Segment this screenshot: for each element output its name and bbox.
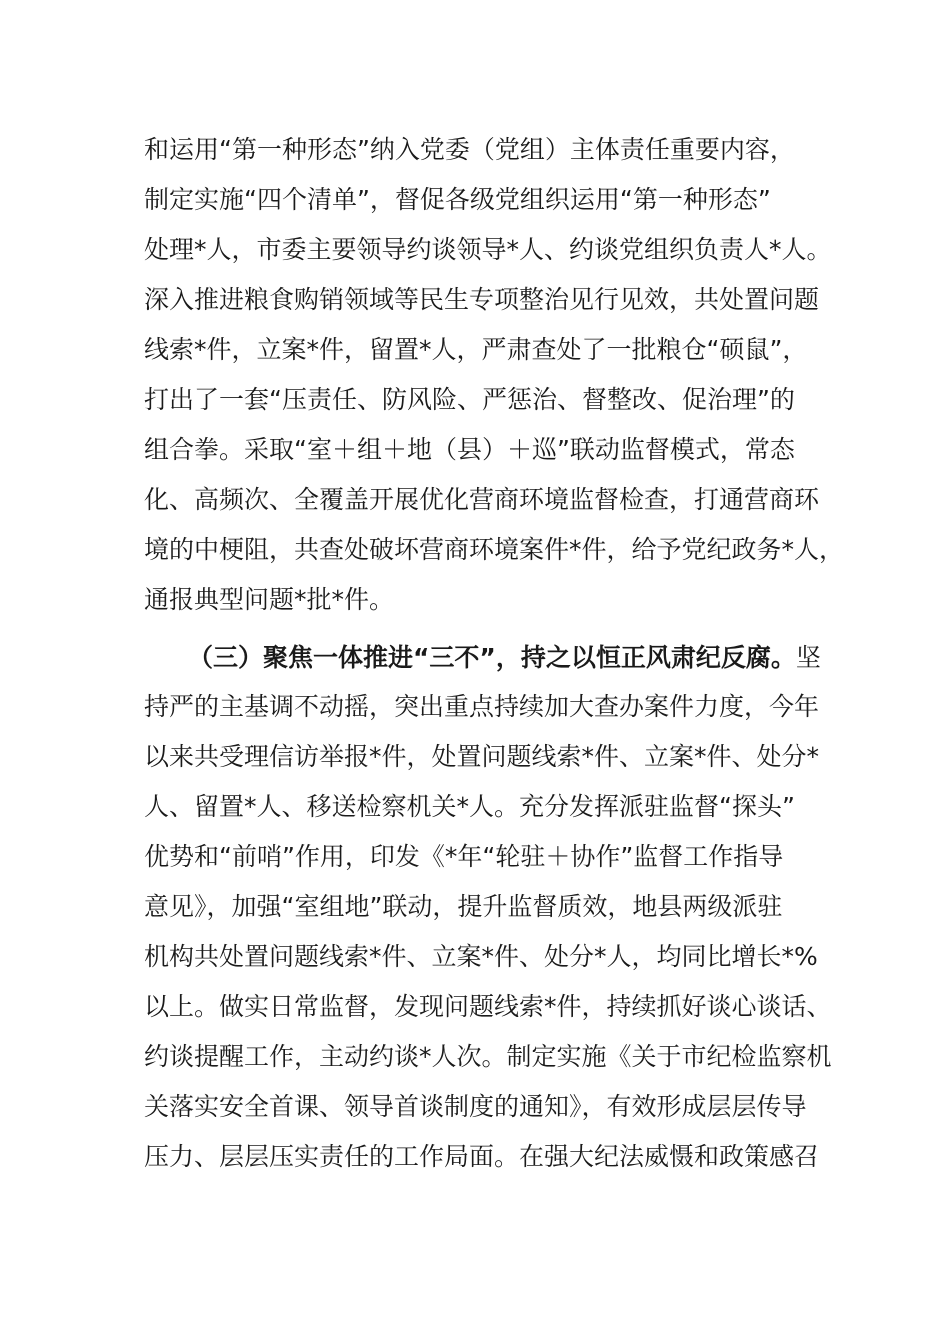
paragraph-line: 处理*人，市委主要领导约谈领导*人、约谈党组织负责人*人。 (144, 235, 832, 264)
paragraph-line: 线索*件，立案*件，留置*人，严肃查处了一批粮仓“硕鼠”， (144, 335, 808, 364)
paragraph-line: 打出了一套“压责任、防风险、严惩治、督整改、促治理”的 (144, 385, 795, 414)
paragraph-line: 约谈提醒工作，主动约谈*人次。制定实施《关于市纪检监察机 (144, 1042, 832, 1071)
paragraph-line: 深入推进粮食购销领域等民生专项整治见行见效，共处置问题 (144, 285, 820, 314)
paragraph-line: 压力、层层压实责任的工作局面。在强大纪法威慑和政策感召 (144, 1142, 820, 1171)
body-text (144, 0, 845, 1344)
section-heading: （三）聚焦一体推进“三不”，持之以恒正风肃纪反腐。 (188, 643, 796, 672)
paragraph-line: 持严的主基调不动摇，突出重点持续加大查办案件力度，今年 (144, 692, 820, 721)
paragraph-line: 境的中梗阻，共查处破坏营商环境案件*件，给予党纪政务*人， (144, 535, 845, 564)
paragraph-line: 机构共处置问题线索*件、立案*件、处分*人，均同比增长*% (144, 942, 818, 971)
paragraph-line: 优势和“前哨”作用，印发《*年“轮驻＋协作”监督工作指导 (144, 842, 784, 871)
section-heading-line (188, 640, 821, 676)
paragraph-line: 制定实施“四个清单”，督促各级党组织运用“第一种形态” (144, 185, 771, 214)
paragraph-line: 通报典型问题*批*件。 (144, 585, 395, 614)
paragraph-line: 和运用“第一种形态”纳入党委（党组）主体责任重要内容， (144, 135, 795, 164)
paragraph-line: 关落实安全首课、领导首谈制度的通知》，有效形成层层传导 (144, 1092, 807, 1121)
paragraph-text: 坚 (795, 643, 821, 672)
paragraph-line: 意见》，加强“室组地”联动，提升监督质效，地县两级派驻 (144, 892, 783, 921)
paragraph-line: 以来共受理信访举报*件，处置问题线索*件、立案*件、处分* (144, 742, 820, 771)
paragraph-line: 以上。做实日常监督，发现问题线索*件，持续抓好谈心谈话、 (144, 992, 832, 1021)
paragraph-line: 化、高频次、全覆盖开展优化营商环境监督检查，打通营商环 (144, 485, 820, 514)
paragraph-line: 人、留置*人、移送检察机关*人。充分发挥派驻监督“探头” (144, 792, 795, 821)
paragraph-line: 组合拳。采取“室＋组＋地（县）＋巡”联动监督模式，常态 (144, 435, 795, 464)
